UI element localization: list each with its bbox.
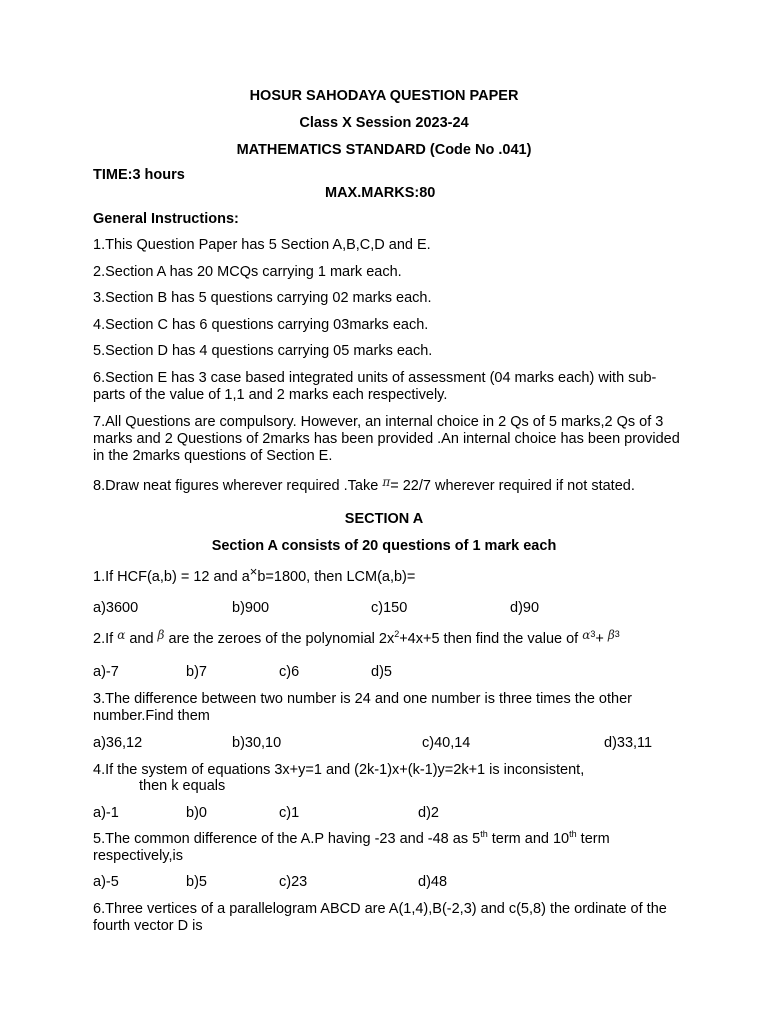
q5-option-d: d)48 <box>418 874 448 890</box>
instruction-item: 7.All Questions are compulsory. However, an internal choice in 2 Qs of 5 marks,2 Qs of 3 marks and 2 Questions of 2marks has been provided .An internal choice has been provided in the 2marks questions of Section E. <box>93 414 680 464</box>
alpha-symbol: α <box>582 628 591 642</box>
instruction-item: 1.This Question Paper has 5 Section A,B,C,D and E. <box>93 237 431 253</box>
alpha-symbol: α <box>117 628 126 642</box>
beta-symbol: β <box>607 628 615 642</box>
q1-option-d: d)90 <box>510 600 540 616</box>
question-6: 6.Three vertices of a parallelogram ABCD are A(1,4),B(-2,3) and c(5,8) the ordinate of the fourth vector D is <box>93 901 667 934</box>
question-2: 2.If $^\alpha$ and $^\beta$ are the zeroes of the polynomial $2x^2+4x+5$ then find the value of $^{\alpha 3}$+ $^{\beta 3}$ <box>93 628 620 647</box>
class-session: Class X Session 2023-24 <box>299 115 469 131</box>
section-a-title: SECTION A <box>344 511 424 527</box>
q3-option-b: b)30,10 <box>232 735 282 751</box>
instruction-item: 4.Section C has 6 questions carrying 03marks each. <box>93 317 429 333</box>
q5-option-a: a)-5 <box>93 874 119 890</box>
max-marks: MAX.MARKS:80 <box>325 185 436 201</box>
instruction-item: 2.Section A has 20 MCQs carrying 1 mark each. <box>93 264 402 280</box>
instruction-item: 5.Section D has 4 questions carrying 05 marks each. <box>93 343 433 359</box>
instruction-item: 6.Section E has 3 case based integrated units of assessment (04 marks each) with sub-parts of the value of 1,1 and 2 marks each respectively. <box>93 370 657 403</box>
q2-option-c: c)6 <box>279 664 300 680</box>
instruction-item-8: 8.Draw neat figures wherever required .Take $^\pi$= 22/7 wherever required if not stated. <box>93 475 635 494</box>
multiply-symbol: × <box>249 564 258 579</box>
q4-option-c: c)1 <box>279 805 300 821</box>
q1-option-a: a)3600 <box>93 600 139 616</box>
question-1: 1.If HCF(a,b) = 12 and a×b=1800, then LCM(a,b)= <box>93 564 416 585</box>
q4-option-a: a)-1 <box>93 805 119 821</box>
q1-option-b: b)900 <box>232 600 270 616</box>
q4-option-d: d)2 <box>418 805 439 821</box>
time-allowed: TIME:3 hours <box>93 167 185 183</box>
subject-title: MATHEMATICS STANDARD (Code No .041) <box>236 142 532 158</box>
instructions-heading: General Instructions: <box>93 211 239 227</box>
q4-option-b: b)0 <box>186 805 207 821</box>
question-5: 5.The common difference of the A.P having -23 and -48 as 5th term and 10th term <box>93 829 610 847</box>
q3-option-d: d)33,11 <box>604 735 653 751</box>
pi-symbol: π <box>382 475 391 489</box>
question-5-line2: respectively,is <box>93 848 183 864</box>
q5-option-b: b)5 <box>186 874 207 890</box>
q1-option-c: c)150 <box>371 600 408 616</box>
q3-option-c: c)40,14 <box>422 735 471 751</box>
section-a-subtitle: Section A consists of 20 questions of 1 mark each <box>211 538 557 554</box>
instruction-item: 3.Section B has 5 questions carrying 02 marks each. <box>93 290 432 306</box>
q3-option-a: a)36,12 <box>93 735 143 751</box>
q2-option-a: a)-7 <box>93 664 119 680</box>
q2-option-b: b)7 <box>186 664 207 680</box>
q5-option-c: c)23 <box>279 874 308 890</box>
question-3: 3.The difference between two number is 24 and one number is three times the other number.Find them <box>93 691 632 724</box>
question-4-line2: then k equals <box>139 778 226 794</box>
question-4: 4.If the system of equations 3x+y=1 and (2k-1)x+(k-1)y=2k+1 is inconsistent, <box>93 762 585 778</box>
paper-title: HOSUR SAHODAYA QUESTION PAPER <box>249 88 519 104</box>
q2-option-d: d)5 <box>371 664 392 680</box>
beta-symbol: β <box>157 628 165 642</box>
